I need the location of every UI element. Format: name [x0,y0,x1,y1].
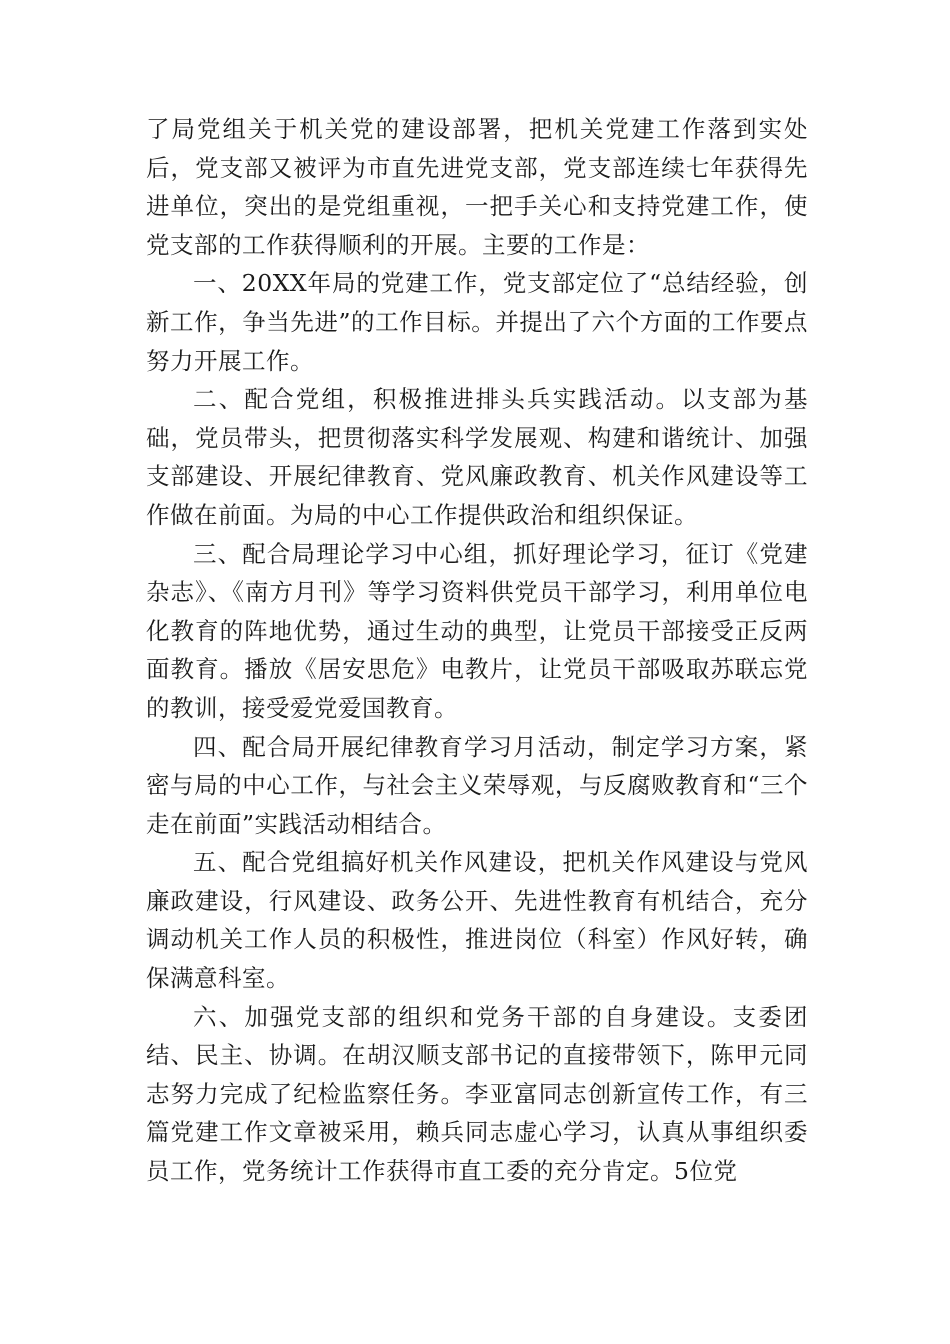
paragraph-item-3: 三、配合局理论学习中心组，抓好理论学习，征订《党建杂志》、《南方月刊》等学习资料供党员干部学习，利用单位电化教育的阵地优势，通过生动的典型，让党员干部接受正反两面教育。播放《居安思危》电教片，让党员干部吸取苏联忘党的教训，接受爱党爱国教育。 [146,539,808,722]
paragraph-item-4: 四、配合局开展纪律教育学习月活动，制定学习方案，紧密与局的中心工作，与社会主义荣辱观，与反腐败教育和“三个走在前面”实践活动相结合。 [146,732,808,838]
document-body [146,110,808,1191]
paragraph-item-5: 五、配合党组搞好机关作风建设，把机关作风建设与党风廉政建设，行风建设、政务公开、先进性教育有机结合，充分调动机关工作人员的积极性，推进岗位（科室）作风好转，确保满意科室。 [146,848,808,993]
paragraph-item-2: 二、配合党组，积极推进排头兵实践活动。以支部为基础，党员带头，把贯彻落实科学发展观、构建和谐统计、加强支部建设、开展纪律教育、党风廉政教育、机关作风建设等工作做在前面。为局的中心工作提供政治和组织保证。 [146,385,808,529]
paragraph-item-6: 六、加强党支部的组织和党务干部的自身建设。支委团结、民主、协调。在胡汉顺支部书记的直接带领下，陈甲元同志努力完成了纪检监察任务。李亚富同志创新宣传工作，有三篇党建工作文章被采用，赖兵同志虚心学习，认真从事组织委员工作，党务统计工作获得市直工委的充分肯定。5位党 [146,1002,808,1186]
paragraph-intro: 了局党组关于机关党的建设部署，把机关党建工作落到实处后，党支部又被评为市直先进党支部，党支部连续七年获得先进单位，突出的是党组重视，一把手关心和支持党建工作，使党支部的工作获得顺利的开展。主要的工作是： [146,115,808,259]
paragraph-item-1: 一、20XX年局的党建工作，党支部定位了“总结经验，创新工作，争当先进”的工作目标。并提出了六个方面的工作要点努力开展工作。 [146,269,808,375]
